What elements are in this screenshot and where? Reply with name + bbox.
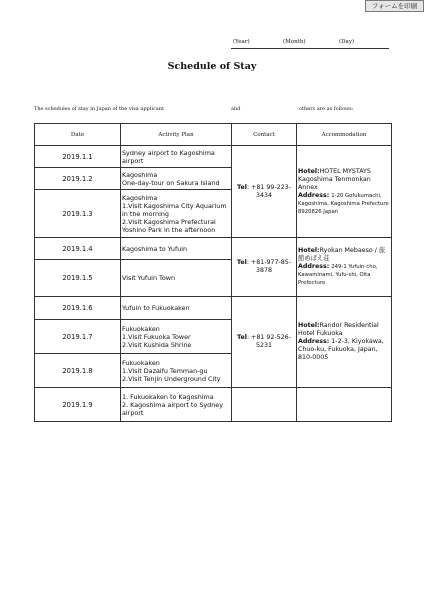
tel-number: : +81 99-223-3434 (246, 183, 291, 199)
activity-line: 2.Visit Tenjin Underground City (122, 374, 221, 383)
intro-suffix: others are as follows: (299, 106, 354, 112)
schedule-table (34, 123, 392, 422)
activity-line: Yufuin to Fukuokaken (122, 304, 190, 312)
intro-and: and (231, 106, 241, 112)
address-label: Address: (298, 263, 330, 270)
activity-cell (121, 388, 232, 422)
table-row (35, 146, 392, 168)
activity-line: Visit Yufuin Town (122, 274, 176, 282)
hotel-name: Ryokan Mebaeso / 旅館めばえ荘 (298, 247, 386, 262)
accommodation-cell (297, 297, 392, 388)
accommodation-cell (297, 146, 392, 238)
activity-line: 1.Visit Dazaifu Temman-gu (122, 366, 208, 375)
hotel-name: HOTEL MYSTAYS Kagoshima Tenmonkan Annex (298, 167, 371, 191)
address-text: 249-1 Yufuin-cho, Kawaminami, Yufu-shi, Oita Prefecture (298, 264, 378, 286)
activity-cell (121, 146, 232, 168)
activity-cell (121, 297, 232, 320)
year-label: (Year) (233, 39, 250, 45)
day-label: (Day) (339, 39, 355, 45)
address-text: 1-20 Gofukumachi, Kagoshima, Kagoshima Prefecture 8920826 Japan (298, 192, 389, 215)
activity-cell (121, 238, 232, 260)
tel-label: Tel (237, 183, 247, 191)
hotel-label: Hotel: (298, 167, 320, 175)
activity-line: Kagoshima to Yufuin (122, 244, 188, 253)
header-date: Date (35, 124, 121, 146)
activity-cell (121, 260, 232, 297)
tel-number: : +81 92-526-5231 (246, 334, 291, 349)
hotel-label: Hotel: (298, 322, 320, 329)
activity-line: 2.Visit Kagoshima Prefectural Yoshino Park in the afternoon (122, 217, 216, 234)
contact-cell (232, 388, 297, 422)
date-cell: 2019.1.2 (35, 168, 121, 190)
address-label: Address: (298, 191, 330, 199)
activity-line: One-day-tour on Sakura Island (122, 178, 220, 187)
activity-cell (121, 168, 232, 190)
date-cell: 2019.1.3 (35, 190, 121, 238)
header-contact: Contact (232, 124, 297, 146)
date-cell: 2019.1.1 (35, 146, 121, 168)
table-row (35, 297, 392, 320)
activity-line: 2.Visit Kushida Shrine (122, 340, 192, 349)
date-cell: 2019.1.7 (35, 320, 121, 354)
activity-line: Kagoshima (122, 193, 158, 202)
activity-line: 1. Fukuokaken to Kagoshima (122, 392, 214, 401)
activity-line: 1.Visit Kagoshima City Aquarium in the morning (122, 201, 227, 218)
tel-number: : +81-977-85-3878 (246, 259, 292, 274)
accommodation-cell (297, 388, 392, 422)
table-row (35, 388, 392, 422)
date-cell: 2019.1.5 (35, 260, 121, 297)
address-label: Address: (298, 338, 330, 345)
activity-line: 2. Kagoshima airport to Sydney airport (122, 400, 223, 417)
activity-cell (121, 190, 232, 238)
address-text: 1-2-3, Kiyokawa, Chuo-ku, Fukuoka, Japan, 810-0005 (298, 338, 384, 361)
activity-line: Fukuokaken (122, 358, 160, 367)
activity-line: Fukuokaken (122, 324, 160, 333)
activity-cell (121, 320, 232, 354)
table-row (35, 238, 392, 260)
hotel-name: Randor Residential Hotel Fukuoka (298, 322, 379, 337)
date-field[interactable] (231, 39, 389, 49)
page-title: Schedule of Stay (167, 61, 257, 72)
header-activity: Activity Plan (121, 124, 232, 146)
activity-line: Kagoshima (122, 170, 158, 179)
activity-cell (121, 354, 232, 388)
tel-label: Tel (236, 259, 247, 266)
header-accommodation: Accommodation (297, 124, 392, 146)
activity-line: 1.Visit Fukuoka Tower (122, 332, 191, 341)
contact-cell (232, 146, 297, 238)
table-header-row (35, 124, 392, 146)
hotel-label: Hotel: (298, 247, 320, 254)
month-label: (Month) (283, 39, 306, 45)
intro-prefix: The schedules of stay in Japan of the visa applicant (34, 106, 164, 112)
print-form-button[interactable]: フォームを印刷 (365, 0, 424, 12)
activity-line: Sydney airport to Kagoshima airport (122, 148, 215, 165)
tel-label: Tel (237, 334, 247, 341)
accommodation-cell (297, 238, 392, 297)
contact-cell (232, 297, 297, 388)
date-cell: 2019.1.6 (35, 297, 121, 320)
date-cell: 2019.1.8 (35, 354, 121, 388)
date-cell: 2019.1.9 (35, 388, 121, 422)
contact-cell (232, 238, 297, 297)
date-cell: 2019.1.4 (35, 238, 121, 260)
